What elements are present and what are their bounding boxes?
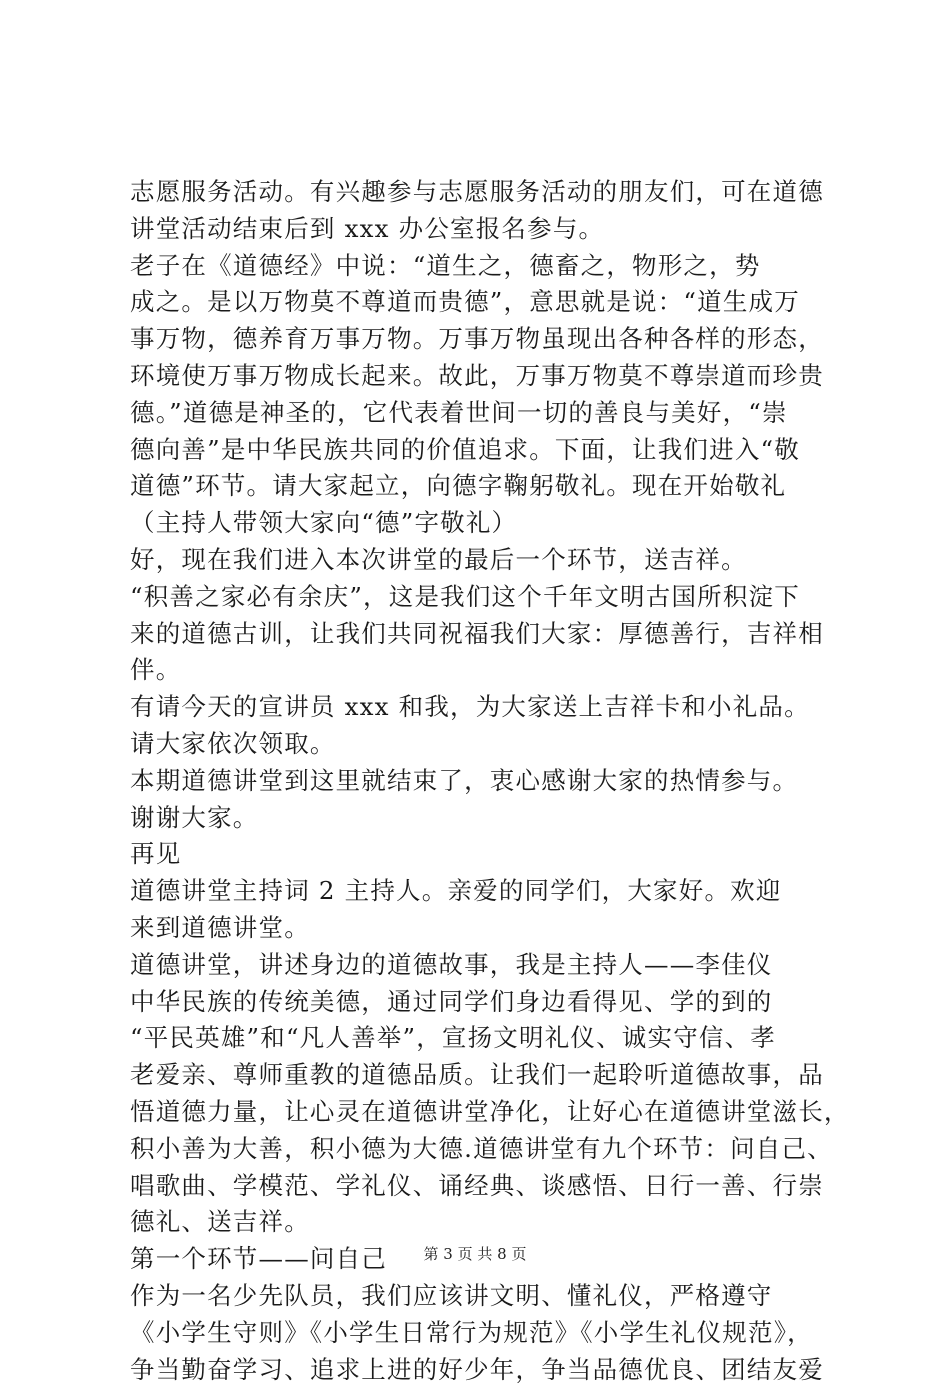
text-line: “积善之家必有余庆”，这是我们这个千年文明古国所积淀下 [130, 579, 845, 616]
text-line: 作为一名少先队员，我们应该讲文明、懂礼仪，严格遵守 [130, 1278, 845, 1315]
text-line: 第一个环节——问自己 [130, 1241, 845, 1278]
text-line: 环境使万事万物成长起来。故此，万事万物莫不尊崇道而珍贵 [130, 358, 845, 395]
text-line: “平民英雄”和“凡人善举”，宣扬文明礼仪、诚实守信、孝 [130, 1020, 845, 1057]
text-line: 道德讲堂，讲述身边的道德故事，我是主持人——李佳仪 [130, 947, 845, 984]
text-line: 本期道德讲堂到这里就结束了，衷心感谢大家的热情参与。 [130, 763, 845, 800]
text-line: 来到道德讲堂。 [130, 910, 845, 947]
text-line: （主持人带领大家向“德”字敬礼） [130, 505, 845, 542]
page-footer: 第 3 页 共 8 页 [0, 1243, 950, 1264]
text-line: 德向善”是中华民族共同的价值追求。下面，让我们进入“敬 [130, 432, 845, 469]
text-line: 老爱亲、尊师重教的道德品质。让我们一起聆听道德故事，品 [130, 1057, 845, 1094]
text-line: 中华民族的传统美德，通过同学们身边看得见、学的到的 [130, 984, 845, 1021]
text-line: 道德讲堂主持词 2 主持人。亲爱的同学们，大家好。欢迎 [130, 873, 845, 910]
text-line: 志愿服务活动。有兴趣参与志愿服务活动的朋友们，可在道德 [130, 174, 845, 211]
text-line: 好，现在我们进入本次讲堂的最后一个环节，送吉祥。 [130, 542, 845, 579]
text-line: 道德”环节。请大家起立，向德字鞠躬敬礼。现在开始敬礼 [130, 468, 845, 505]
text-line: 伴。 [130, 652, 845, 689]
text-line: 悟道德力量，让心灵在道德讲堂净化，让好心在道德讲堂滋长， [130, 1094, 845, 1131]
text-line: 老子在《道德经》中说：“道生之，德畜之，物形之，势 [130, 248, 845, 285]
text-line: 《小学生守则》《小学生日常行为规范》《小学生礼仪规范》， [130, 1315, 845, 1352]
text-line: 再见 [130, 836, 845, 873]
text-line: 来的道德古训，让我们共同祝福我们大家：厚德善行，吉祥相 [130, 616, 845, 653]
text-line: 唱歌曲、学模范、学礼仪、诵经典、谈感悟、日行一善、行崇 [130, 1168, 845, 1205]
text-line: 积小善为大善，积小德为大德.道德讲堂有九个环节：问自己、 [130, 1131, 845, 1168]
text-line: 请大家依次领取。 [130, 726, 845, 763]
text-line: 成之。是以万物莫不尊道而贵德”，意思就是说：“道生成万 [130, 284, 845, 321]
text-line: 事万物，德养育万事万物。万事万物虽现出各种各样的形态， [130, 321, 845, 358]
body-text [130, 174, 845, 1388]
text-line: 讲堂活动结束后到 xxx 办公室报名参与。 [130, 211, 845, 248]
text-line: 争当勤奋学习、追求上进的好少年，争当品德优良、团结友爱 [130, 1352, 845, 1388]
text-line: 德礼、送吉祥。 [130, 1204, 845, 1241]
text-line: 谢谢大家。 [130, 800, 845, 837]
text-line: 有请今天的宣讲员 xxx 和我，为大家送上吉祥卡和小礼品。 [130, 689, 845, 726]
text-line: 德。”道德是神圣的，它代表着世间一切的善良与美好，“崇 [130, 395, 845, 432]
